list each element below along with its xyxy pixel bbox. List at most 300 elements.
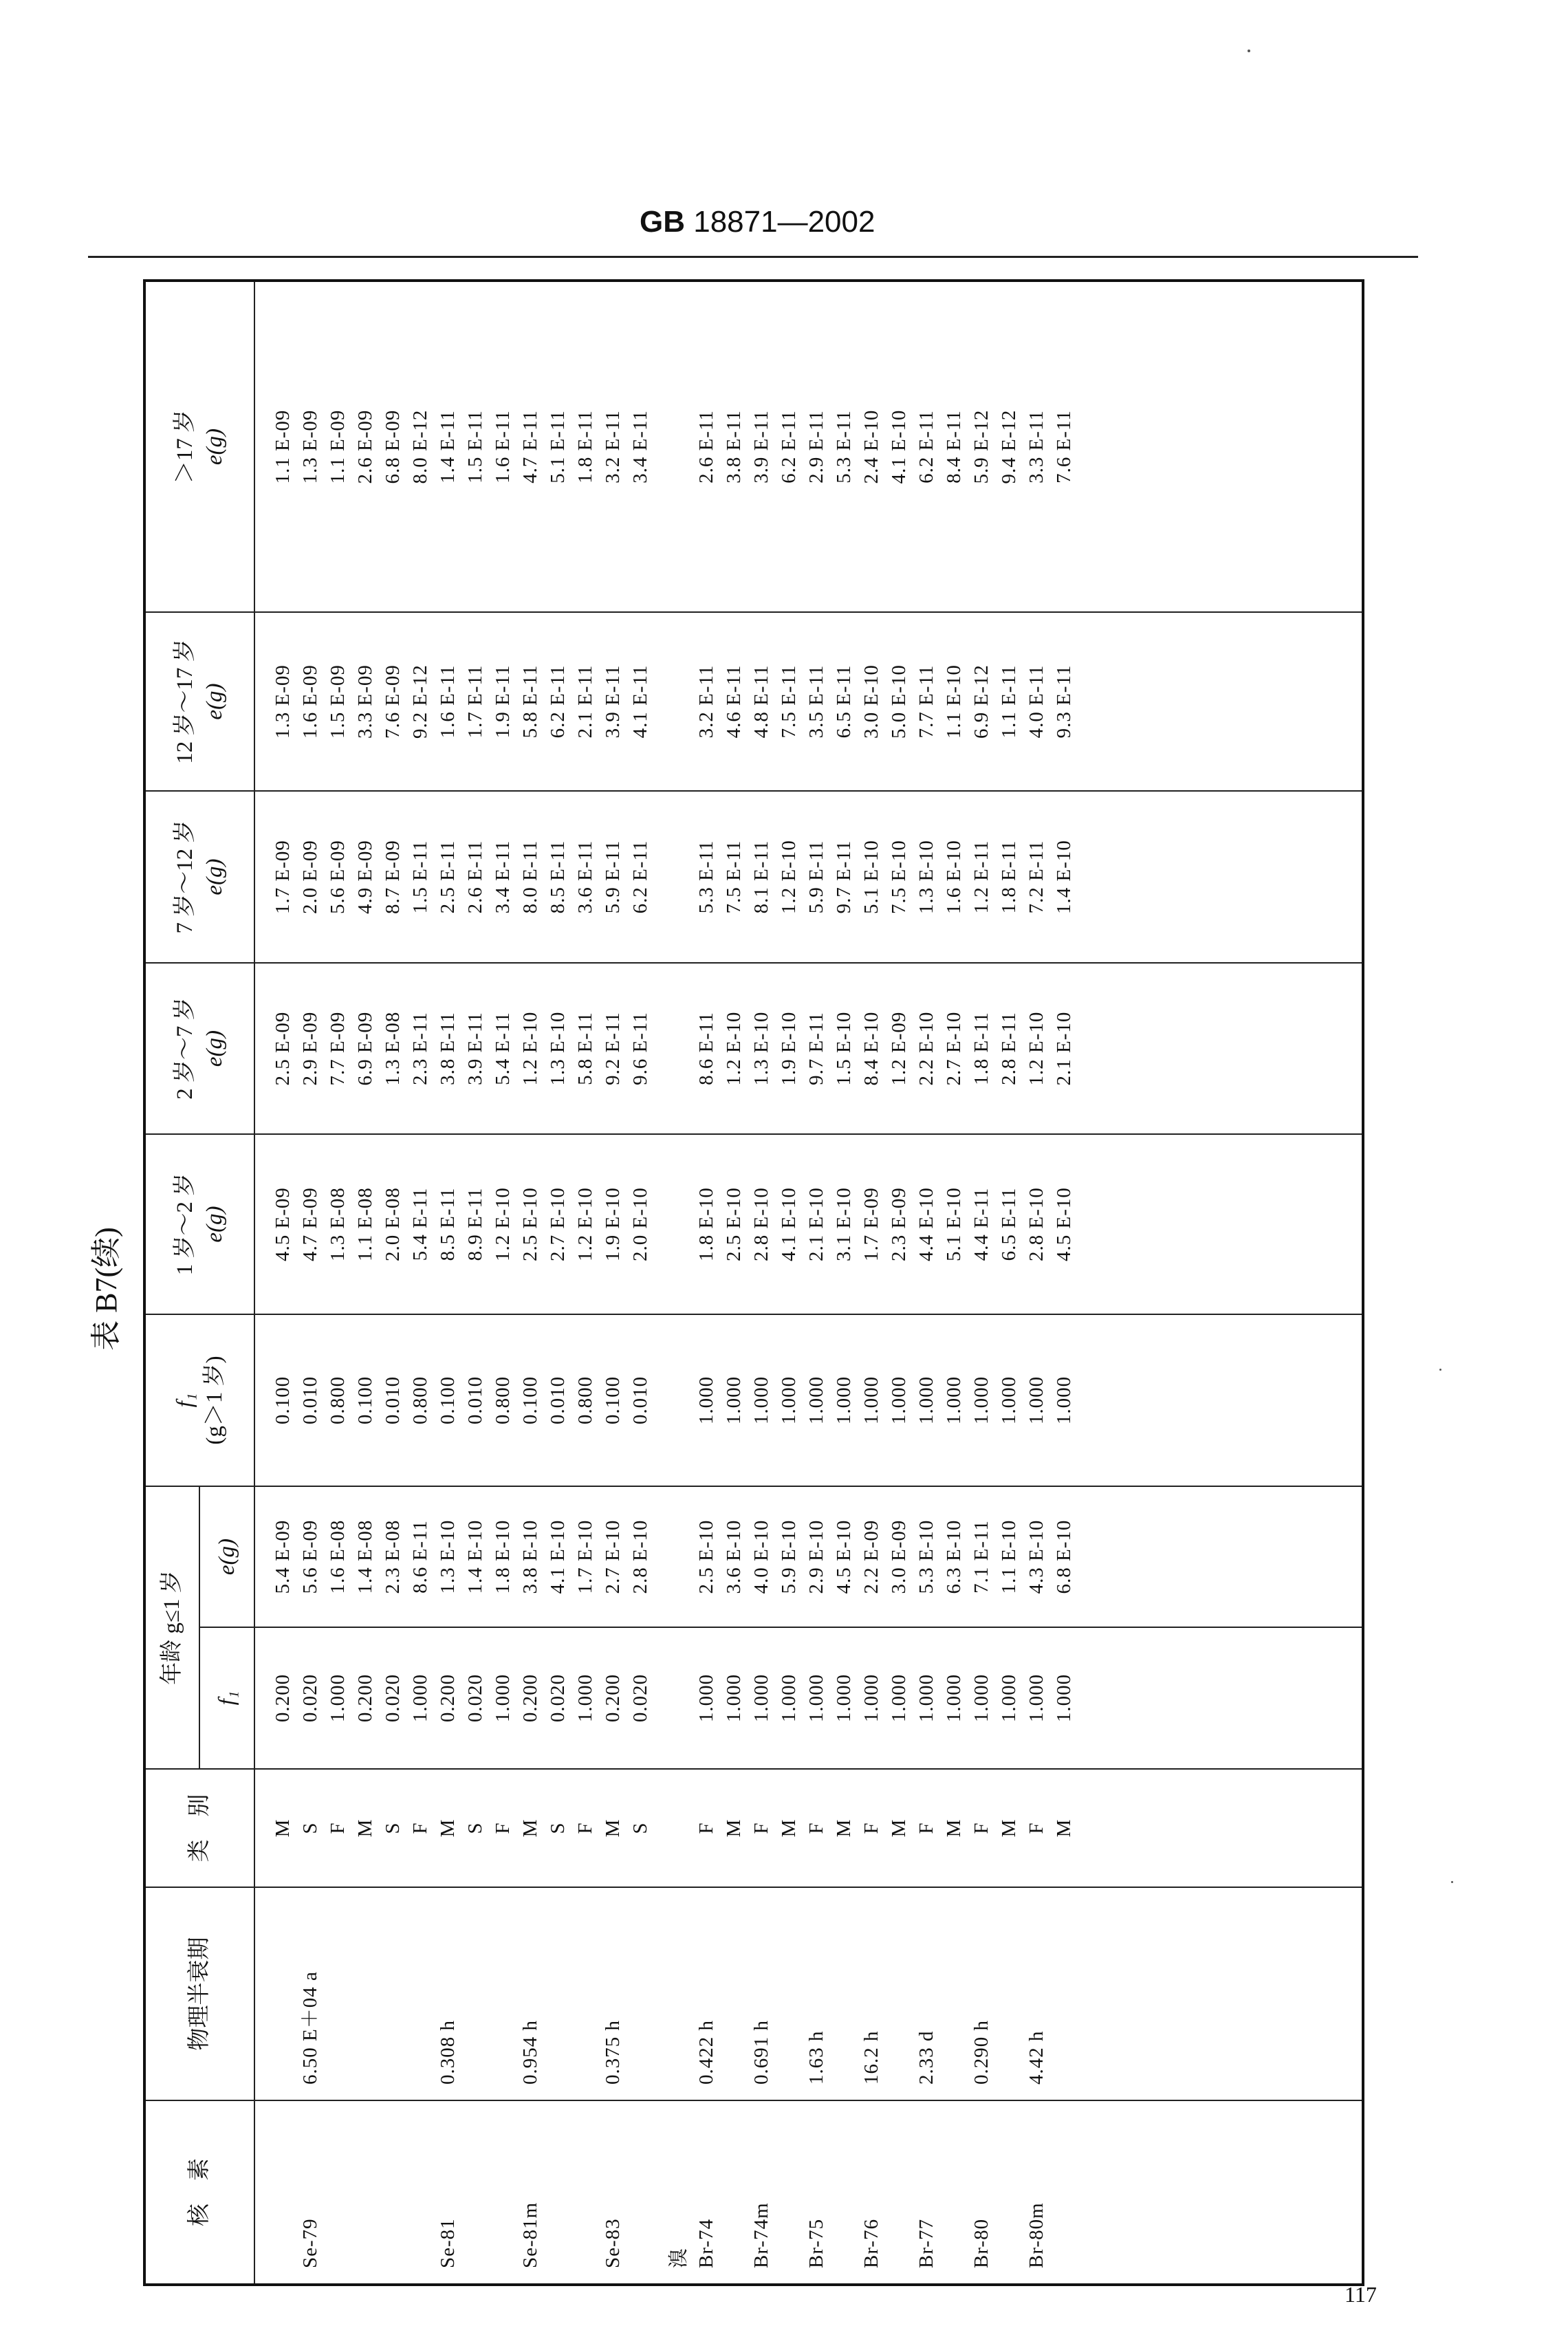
cell-f1-infant: 1.000 — [409, 1673, 431, 1723]
cell-e1: 3.1 E-10 — [833, 1187, 855, 1261]
cell-f1: 0.800 — [409, 1376, 431, 1425]
cell-half-life — [627, 1888, 665, 2100]
cell-e4: 4.1 E-11 — [629, 664, 651, 739]
cell-type: M — [354, 1818, 376, 1838]
cell-e5: 1.8 E-11 — [574, 410, 596, 483]
cell-half-life: 6.50 E＋04 a — [299, 1971, 321, 2085]
header-f1-child-symbol: f₁ — [172, 1393, 197, 1408]
cell-nuclide: 溴 — [668, 2247, 690, 2268]
cell-f1-infant: 1.000 — [833, 1673, 855, 1723]
cell-f1: 1.000 — [860, 1376, 882, 1425]
cell-nuclide — [940, 2101, 968, 2283]
cell-e-infant: 1.3 E-10 — [437, 1519, 459, 1594]
cell-e3: 9.7 E-11 — [833, 840, 855, 914]
cell-half-life: 0.422 h — [695, 2020, 717, 2085]
cell-type: M — [519, 1818, 541, 1838]
cell-e-infant: 1.8 E-10 — [492, 1519, 514, 1594]
cell-e3: 2.0 E-09 — [299, 840, 321, 914]
cell-e2: 1.3 E-10 — [750, 1011, 772, 1086]
cell-e-infant — [665, 1487, 693, 1627]
cell-f1: 1.000 — [915, 1376, 937, 1425]
cell-f1-infant: 1.000 — [723, 1673, 745, 1723]
cell-nuclide — [1050, 2101, 1078, 2283]
cell-e3: 2.6 E-11 — [464, 840, 486, 914]
cell-f1-infant: 1.000 — [778, 1673, 800, 1723]
cell-nuclide: Br-80 — [970, 2218, 992, 2268]
cell-e5: 2.9 E-11 — [805, 410, 827, 483]
cell-e3: 1.3 E-10 — [915, 840, 937, 914]
cell-half-life — [830, 1888, 858, 2100]
cell-e1: 1.7 E-09 — [860, 1187, 882, 1261]
cell-e2: 9.7 E-11 — [805, 1012, 827, 1085]
cell-e1: 1.2 E-10 — [574, 1187, 596, 1261]
cell-e4: 1.1 E-11 — [998, 664, 1020, 739]
cell-f1: 0.010 — [382, 1376, 404, 1425]
cell-f1: 1.000 — [750, 1376, 772, 1425]
cell-e5: 6.2 E-11 — [778, 410, 800, 483]
cell-e1: 4.4 E-10 — [915, 1187, 937, 1261]
cell-e1: 1.3 E-08 — [327, 1187, 349, 1261]
cell-e3 — [665, 792, 693, 962]
cell-e4 — [665, 613, 693, 790]
cell-nuclide — [489, 2101, 516, 2283]
cell-e1: 1.2 E-10 — [492, 1187, 514, 1261]
cell-f1-infant: 0.020 — [382, 1673, 404, 1723]
cell-e-infant: 3.6 E-10 — [723, 1519, 745, 1594]
cell-e3: 5.1 E-10 — [860, 840, 882, 914]
cell-half-life — [995, 1888, 1023, 2100]
cell-e-infant: 2.7 E-10 — [602, 1519, 624, 1594]
cell-half-life — [406, 1888, 434, 2100]
cell-e1: 2.5 E-10 — [519, 1187, 541, 1261]
cell-e3: 1.2 E-11 — [970, 840, 992, 914]
cell-e1: 2.0 E-10 — [629, 1187, 651, 1261]
cell-half-life — [720, 1888, 748, 2100]
cell-e1: 6.5 E-11 — [998, 1187, 1020, 1261]
cell-f1: 1.000 — [833, 1376, 855, 1425]
cell-e-infant: 5.3 E-10 — [915, 1519, 937, 1594]
column-nuclide — [254, 2100, 1363, 2285]
cell-e5: 4.7 E-11 — [519, 410, 541, 483]
header-age-gt17-label: ＞17 岁 — [172, 409, 197, 484]
cell-e1: 2.1 E-10 — [805, 1187, 827, 1261]
cell-e5 — [665, 282, 693, 611]
cell-half-life — [665, 1888, 693, 2100]
cell-e3: 1.4 E-10 — [1053, 840, 1075, 914]
cell-half-life: 1.63 h — [805, 2030, 827, 2085]
cell-e-infant: 1.7 E-10 — [574, 1519, 596, 1594]
cell-type: M — [272, 1818, 294, 1838]
header-age-gt17-eg: e(g) — [202, 428, 227, 466]
cell-type: F — [860, 1822, 882, 1834]
cell-half-life — [940, 1888, 968, 2100]
header-nuclide: 核 素 — [144, 2100, 254, 2285]
cell-e-infant: 2.8 E-10 — [629, 1519, 651, 1594]
cell-nuclide: Br-76 — [860, 2218, 882, 2268]
cell-nuclide — [885, 2101, 913, 2283]
cell-e4: 3.2 E-11 — [695, 664, 717, 739]
cell-type: S — [299, 1822, 321, 1834]
cell-e5: 3.3 E-11 — [1025, 410, 1047, 483]
cell-e1: 4.5 E-10 — [1053, 1187, 1075, 1261]
cell-f1: 1.000 — [778, 1376, 800, 1425]
cell-e2 — [665, 964, 693, 1133]
cell-type: M — [888, 1818, 910, 1838]
standard-header — [640, 205, 875, 239]
cell-half-life: 0.308 h — [437, 2020, 459, 2085]
cell-f1: 1.000 — [943, 1376, 965, 1425]
cell-e5: 5.9 E-12 — [970, 409, 992, 484]
cell-e3: 5.9 E-11 — [805, 840, 827, 914]
cell-nuclide — [461, 2101, 489, 2283]
cell-e5: 4.1 E-10 — [888, 409, 910, 484]
cell-nuclide: Se-81 — [437, 2218, 459, 2268]
cell-type: M — [437, 1818, 459, 1838]
cell-e5: 7.6 E-11 — [1053, 410, 1075, 483]
cell-f1-infant: 1.000 — [805, 1673, 827, 1723]
cell-e4: 3.3 E-09 — [354, 664, 376, 739]
cell-e-infant: 5.6 E-09 — [299, 1519, 321, 1594]
cell-f1: 1.000 — [805, 1376, 827, 1425]
cell-half-life — [885, 1888, 913, 2100]
cell-nuclide — [830, 2101, 858, 2283]
cell-nuclide: Br-77 — [915, 2218, 937, 2268]
cell-e-infant: 2.2 E-09 — [860, 1519, 882, 1594]
cell-type: F — [574, 1822, 596, 1834]
cell-nuclide — [627, 2101, 665, 2283]
cell-e4: 2.1 E-11 — [574, 664, 596, 739]
cell-e1: 1.9 E-10 — [602, 1187, 624, 1261]
column-e-infant — [254, 1486, 1363, 1627]
cell-e3: 8.5 E-11 — [547, 840, 569, 914]
cell-e-infant: 7.1 E-11 — [970, 1520, 992, 1594]
cell-half-life — [269, 1888, 296, 2100]
cell-e4: 6.5 E-11 — [833, 664, 855, 739]
cell-half-life — [379, 1888, 406, 2100]
cell-f1: 1.000 — [888, 1376, 910, 1425]
cell-f1-infant: 1.000 — [888, 1673, 910, 1723]
column-type — [254, 1769, 1363, 1887]
column-e-7-12 — [254, 791, 1363, 963]
cell-f1: 0.800 — [327, 1376, 349, 1425]
cell-e4: 4.8 E-11 — [750, 664, 772, 739]
cell-e2: 8.6 E-11 — [695, 1012, 717, 1085]
cell-e-infant: 2.9 E-10 — [805, 1519, 827, 1594]
cell-e5: 2.6 E-09 — [354, 409, 376, 484]
cell-f1-infant: 1.000 — [695, 1673, 717, 1723]
cell-nuclide: Br-80m — [1025, 2202, 1047, 2268]
cell-e4: 9.2 E-12 — [409, 664, 431, 739]
cell-type: F — [1025, 1822, 1047, 1834]
cell-e5: 3.2 E-11 — [602, 410, 624, 483]
cell-e3: 1.8 E-11 — [998, 840, 1020, 914]
cell-e3: 5.6 E-09 — [327, 840, 349, 914]
cell-e1: 1.1 E-08 — [354, 1187, 376, 1261]
cell-e5: 3.8 E-11 — [723, 410, 745, 483]
cell-nuclide — [269, 2101, 296, 2283]
cell-nuclide — [775, 2101, 803, 2283]
cell-type: S — [547, 1822, 569, 1834]
rotated-table-block — [89, 282, 1364, 2286]
cell-e-infant: 1.4 E-10 — [464, 1519, 486, 1594]
cell-half-life: 16.2 h — [860, 2030, 882, 2085]
header-age-7-12-label: 7 岁～12 岁 — [172, 820, 197, 934]
cell-e2: 1.8 E-11 — [970, 1012, 992, 1085]
cell-e2: 2.7 E-10 — [943, 1011, 965, 1086]
cell-f1-infant: 0.200 — [519, 1673, 541, 1723]
cell-f1-infant: 1.000 — [574, 1673, 596, 1723]
cell-f1: 1.000 — [998, 1376, 1020, 1425]
cell-e-infant: 4.1 E-10 — [547, 1519, 569, 1594]
header-f1-child-sub: (g＞1 岁) — [202, 1356, 227, 1445]
cell-nuclide — [379, 2101, 406, 2283]
cell-f1-infant: 1.000 — [970, 1673, 992, 1723]
cell-f1-infant — [665, 1628, 693, 1768]
cell-f1-infant: 0.200 — [437, 1673, 459, 1723]
cell-e2: 2.9 E-09 — [299, 1011, 321, 1086]
cell-e2: 2.8 E-11 — [998, 1012, 1020, 1085]
header-age-gt17 — [144, 281, 254, 612]
cell-e2: 1.2 E-10 — [519, 1011, 541, 1086]
cell-e3: 1.6 E-10 — [943, 840, 965, 914]
cell-nuclide — [544, 2101, 571, 2283]
cell-f1-infant: 0.200 — [602, 1673, 624, 1723]
cell-e4: 3.9 E-11 — [602, 664, 624, 739]
cell-half-life — [775, 1888, 803, 2100]
cell-e1: 8.5 E-11 — [437, 1187, 459, 1261]
header-age-12-17 — [144, 612, 254, 791]
cell-e1: 8.9 E-11 — [464, 1187, 486, 1261]
cell-f1: 1.000 — [1053, 1376, 1075, 1425]
cell-e1: 2.8 E-10 — [750, 1187, 772, 1261]
cell-type: S — [382, 1822, 404, 1834]
cell-f1: 0.100 — [602, 1376, 624, 1425]
cell-e5: 5.1 E-11 — [547, 410, 569, 483]
cell-e2: 5.8 E-11 — [574, 1012, 596, 1085]
cell-f1-infant: 1.000 — [860, 1673, 882, 1723]
cell-e-infant: 6.3 E-10 — [943, 1519, 965, 1594]
cell-half-life — [1050, 1888, 1078, 2100]
cell-e2: 3.9 E-11 — [464, 1012, 486, 1085]
cell-nuclide — [324, 2101, 351, 2283]
cell-type: M — [833, 1818, 855, 1838]
column-half-life — [254, 1887, 1363, 2100]
header-f1-infant: f₁ — [199, 1627, 254, 1769]
cell-f1: 0.800 — [492, 1376, 514, 1425]
cell-type — [665, 1770, 693, 1887]
cell-e-infant: 1.6 E-08 — [327, 1519, 349, 1594]
cell-e4: 7.7 E-11 — [915, 664, 937, 739]
cell-e4: 1.6 E-11 — [437, 664, 459, 739]
cell-e4: 7.6 E-09 — [382, 664, 404, 739]
cell-e3: 5.9 E-11 — [602, 840, 624, 914]
cell-half-life: 2.33 d — [915, 2030, 937, 2085]
cell-half-life — [461, 1888, 489, 2100]
cell-e4: 3.0 E-10 — [860, 664, 882, 739]
header-type: 类 别 — [144, 1769, 254, 1887]
standard-code: GB — [640, 205, 685, 239]
cell-e4: 1.7 E-11 — [464, 664, 486, 739]
cell-f1: 0.100 — [519, 1376, 541, 1425]
cell-e-infant: 3.0 E-09 — [888, 1519, 910, 1594]
cell-nuclide: Se-79 — [299, 2218, 321, 2268]
cell-nuclide: Br-75 — [805, 2218, 827, 2268]
cell-e1 — [665, 1135, 693, 1314]
cell-f1-infant: 1.000 — [915, 1673, 937, 1723]
cell-type: M — [998, 1818, 1020, 1838]
cell-e2: 1.3 E-10 — [547, 1011, 569, 1086]
header-rule — [88, 256, 1418, 258]
cell-nuclide: Br-74m — [750, 2202, 772, 2268]
cell-e1: 2.8 E-10 — [1025, 1187, 1047, 1261]
cell-f1-infant: 1.000 — [943, 1673, 965, 1723]
header-age-1-2 — [144, 1134, 254, 1314]
standard-number: 18871—2002 — [693, 205, 875, 239]
cell-nuclide — [351, 2101, 379, 2283]
cell-e3: 1.5 E-11 — [409, 840, 431, 914]
cell-e1: 1.8 E-10 — [695, 1187, 717, 1261]
cell-e-infant: 5.9 E-10 — [778, 1519, 800, 1594]
cell-e3: 7.5 E-10 — [888, 840, 910, 914]
cell-e5: 5.3 E-11 — [833, 410, 855, 483]
cell-f1: 0.100 — [272, 1376, 294, 1425]
cell-f1: 1.000 — [723, 1376, 745, 1425]
cell-f1-infant: 0.020 — [299, 1673, 321, 1723]
cell-e2: 8.4 E-10 — [860, 1011, 882, 1086]
cell-f1-infant: 1.000 — [998, 1673, 1020, 1723]
cell-e-infant: 2.3 E-08 — [382, 1519, 404, 1594]
header-age-1-2-eg: e(g) — [202, 1206, 227, 1243]
cell-e2: 2.5 E-09 — [272, 1011, 294, 1086]
cell-type: M — [943, 1818, 965, 1838]
cell-e5: 1.1 E-09 — [272, 409, 294, 484]
scan-speck — [1451, 1881, 1453, 1883]
cell-e5: 1.4 E-11 — [437, 410, 459, 483]
cell-type: F — [970, 1822, 992, 1834]
cell-half-life — [324, 1888, 351, 2100]
cell-f1: 0.100 — [354, 1376, 376, 1425]
cell-e3: 6.2 E-11 — [629, 840, 651, 914]
cell-e5: 1.3 E-09 — [299, 409, 321, 484]
cell-e2: 2.3 E-11 — [409, 1012, 431, 1085]
header-age-12-17-label: 12 岁～17 岁 — [172, 639, 197, 764]
cell-e2: 3.8 E-11 — [437, 1012, 459, 1085]
cell-e4: 4.6 E-11 — [723, 664, 745, 739]
cell-e4: 1.3 E-09 — [272, 664, 294, 739]
cell-e3: 8.7 E-09 — [382, 840, 404, 914]
cell-e2: 1.2 E-09 — [888, 1011, 910, 1086]
cell-e5: 8.0 E-12 — [409, 409, 431, 484]
cell-half-life — [351, 1888, 379, 2100]
cell-e3: 3.4 E-11 — [492, 840, 514, 914]
cell-f1: 1.000 — [1025, 1376, 1047, 1425]
column-e-2-7 — [254, 963, 1363, 1134]
cell-type: F — [327, 1822, 349, 1834]
cell-e4: 1.6 E-09 — [299, 664, 321, 739]
cell-e5: 8.4 E-11 — [943, 410, 965, 483]
cell-e2: 1.2 E-10 — [723, 1011, 745, 1086]
cell-nuclide — [995, 2101, 1023, 2283]
cell-e4: 1.5 E-09 — [327, 664, 349, 739]
cell-e1: 2.5 E-10 — [723, 1187, 745, 1261]
cell-e2: 2.2 E-10 — [915, 1011, 937, 1086]
cell-f1: 1.000 — [970, 1376, 992, 1425]
table-caption: 表 B7(续) — [89, 1227, 123, 1351]
cell-e2: 1.2 E-10 — [1025, 1011, 1047, 1086]
cell-e3: 4.9 E-09 — [354, 840, 376, 914]
cell-nuclide: Br-74 — [695, 2218, 717, 2268]
cell-e-infant: 6.8 E-10 — [1053, 1519, 1075, 1594]
header-age-2-7 — [144, 963, 254, 1134]
cell-e5: 2.6 E-11 — [695, 410, 717, 483]
cell-e5: 6.2 E-11 — [915, 410, 937, 483]
scan-speck — [1439, 1369, 1441, 1371]
cell-type: M — [723, 1818, 745, 1838]
cell-type: F — [695, 1822, 717, 1834]
cell-e4: 9.3 E-11 — [1053, 664, 1075, 739]
dose-coefficient-table — [143, 279, 1364, 2286]
column-e-1-2 — [254, 1134, 1363, 1314]
cell-e3: 1.2 E-10 — [778, 840, 800, 914]
cell-e1: 4.4 E-11 — [970, 1187, 992, 1261]
cell-e1: 5.1 E-10 — [943, 1187, 965, 1261]
cell-half-life: 0.691 h — [750, 2020, 772, 2085]
cell-f1-infant: 1.000 — [1025, 1673, 1047, 1723]
header-f1-child — [144, 1314, 254, 1486]
cell-f1-infant: 1.000 — [327, 1673, 349, 1723]
cell-e4: 7.5 E-11 — [778, 664, 800, 739]
cell-f1: 0.010 — [629, 1376, 651, 1425]
cell-e2: 5.4 E-11 — [492, 1012, 514, 1085]
cell-e-infant: 1.1 E-10 — [998, 1519, 1020, 1594]
header-half-life: 物理半衰期 — [144, 1887, 254, 2100]
cell-e1: 2.3 E-09 — [888, 1187, 910, 1261]
cell-e3: 1.7 E-09 — [272, 840, 294, 914]
cell-e2: 1.9 E-10 — [778, 1011, 800, 1086]
cell-nuclide — [720, 2101, 748, 2283]
cell-nuclide: Se-83 — [602, 2218, 624, 2268]
cell-half-life: 0.290 h — [970, 2020, 992, 2085]
cell-e-infant: 4.5 E-10 — [833, 1519, 855, 1594]
column-e-gt17 — [254, 281, 1363, 612]
cell-f1-infant: 0.200 — [354, 1673, 376, 1723]
cell-e3: 3.6 E-11 — [574, 840, 596, 914]
cell-type: F — [409, 1822, 431, 1834]
cell-e1: 2.0 E-08 — [382, 1187, 404, 1261]
cell-half-life: 0.954 h — [519, 2020, 541, 2085]
cell-type: F — [492, 1822, 514, 1834]
cell-f1: 0.800 — [574, 1376, 596, 1425]
header-age-7-12 — [144, 791, 254, 963]
cell-e-infant: 8.6 E-11 — [409, 1520, 431, 1594]
cell-e5: 6.8 E-09 — [382, 409, 404, 484]
cell-e2: 2.1 E-10 — [1053, 1011, 1075, 1086]
cell-e1: 4.7 E-09 — [299, 1187, 321, 1261]
header-age-infant: 年龄 g≤1 岁 — [144, 1486, 199, 1769]
cell-e2: 1.3 E-08 — [382, 1011, 404, 1086]
cell-e1: 4.1 E-10 — [778, 1187, 800, 1261]
cell-e4: 1.9 E-11 — [492, 664, 514, 739]
header-age-2-7-label: 2 岁～7 岁 — [172, 997, 197, 1100]
cell-nuclide: Se-81m — [519, 2202, 541, 2268]
column-f1-child — [254, 1314, 1363, 1486]
column-f1-infant — [254, 1627, 1363, 1769]
cell-e-infant: 3.8 E-10 — [519, 1519, 541, 1594]
cell-e5: 3.4 E-11 — [629, 410, 651, 483]
cell-f1-infant: 0.020 — [547, 1673, 569, 1723]
cell-f1-infant: 1.000 — [750, 1673, 772, 1723]
cell-f1: 0.010 — [299, 1376, 321, 1425]
